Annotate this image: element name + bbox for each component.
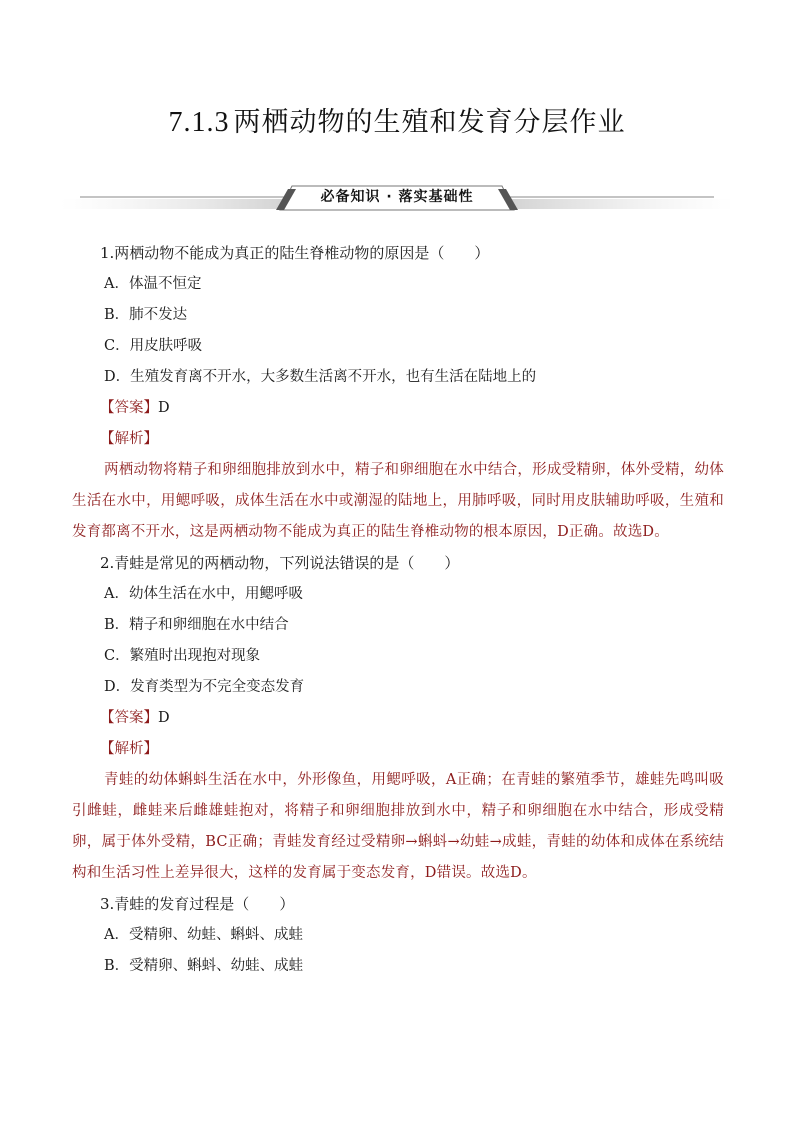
option-a: A．受精卵、幼蛙、蝌蚪、成蛙 bbox=[104, 927, 303, 943]
question-3 bbox=[72, 889, 724, 982]
option-c: C．繁殖时出现抱对现象 bbox=[104, 648, 261, 664]
analysis-text: 青蛙的幼体蝌蚪生活在水中，外形像鱼，用鳃呼吸，A正确；在青蛙的繁殖季节，雄蛙先鸣叫吸引雌蛙，雌蛙来后雌雄蛙抱对，将精子和卵细胞排放到水中，精子和卵细胞在水中结合，形成受精卵，属于体外受精，BC正确；青蛙发育经过受精卵→蝌蚪→幼蛙→成蛙，青蛙的幼体和成体在系统结构和生活习性上差异很大，这样的发育属于变态发育，D错误。故选D。 bbox=[72, 772, 724, 881]
answer-label: 【答案】 bbox=[100, 710, 158, 726]
question-stem: 3.青蛙的发育过程是（ ） bbox=[100, 895, 295, 913]
option-b: B．受精卵、蝌蚪、幼蛙、成蛙 bbox=[104, 958, 304, 974]
option-d: D．生殖发育离不开水，大多数生活离不开水，也有生活在陆地上的 bbox=[104, 369, 537, 385]
option-d: D．发育类型为不完全变态发育 bbox=[104, 679, 305, 695]
option-b: B．肺不发达 bbox=[104, 307, 188, 323]
question-stem: 1.两栖动物不能成为真正的陆生脊椎动物的原因是（ ） bbox=[100, 244, 490, 262]
page-title bbox=[0, 100, 794, 139]
section-banner-label: 必备知识 · 落实基础性 bbox=[320, 189, 474, 205]
answer-value: D bbox=[158, 710, 170, 726]
question-1 bbox=[72, 238, 724, 548]
option-b: B．精子和卵细胞在水中结合 bbox=[104, 617, 289, 633]
answer-label: 【答案】 bbox=[100, 400, 158, 416]
answer-line bbox=[100, 393, 724, 424]
option-a: A．体温不恒定 bbox=[104, 276, 202, 292]
answer-value: D bbox=[158, 400, 170, 416]
question-stem: 2.青蛙是常见的两栖动物，下列说法错误的是（ ） bbox=[100, 554, 460, 572]
option-a: A．幼体生活在水中，用鳃呼吸 bbox=[104, 586, 303, 602]
answer-line bbox=[100, 703, 724, 734]
option-c: C．用皮肤呼吸 bbox=[104, 338, 203, 354]
analysis-label: 【解析】 bbox=[100, 431, 158, 447]
title-text: 两栖动物的生殖和发育分层作业 bbox=[233, 107, 626, 138]
analysis-text: 两栖动物将精子和卵细胞排放到水中，精子和卵细胞在水中结合，形成受精卵，体外受精，幼体生活在水中，用鳃呼吸，成体生活在水中或潮湿的陆地上，用肺呼吸，同时用皮肤辅助呼吸，生殖和发育都离不开水，这是两栖动物不能成为真正的陆生脊椎动物的根本原因，D正确。故选D。 bbox=[72, 462, 724, 540]
question-2 bbox=[72, 548, 724, 889]
question-list bbox=[72, 238, 724, 982]
title-number: 7.1.3 bbox=[168, 107, 230, 138]
analysis-label: 【解析】 bbox=[100, 741, 158, 757]
